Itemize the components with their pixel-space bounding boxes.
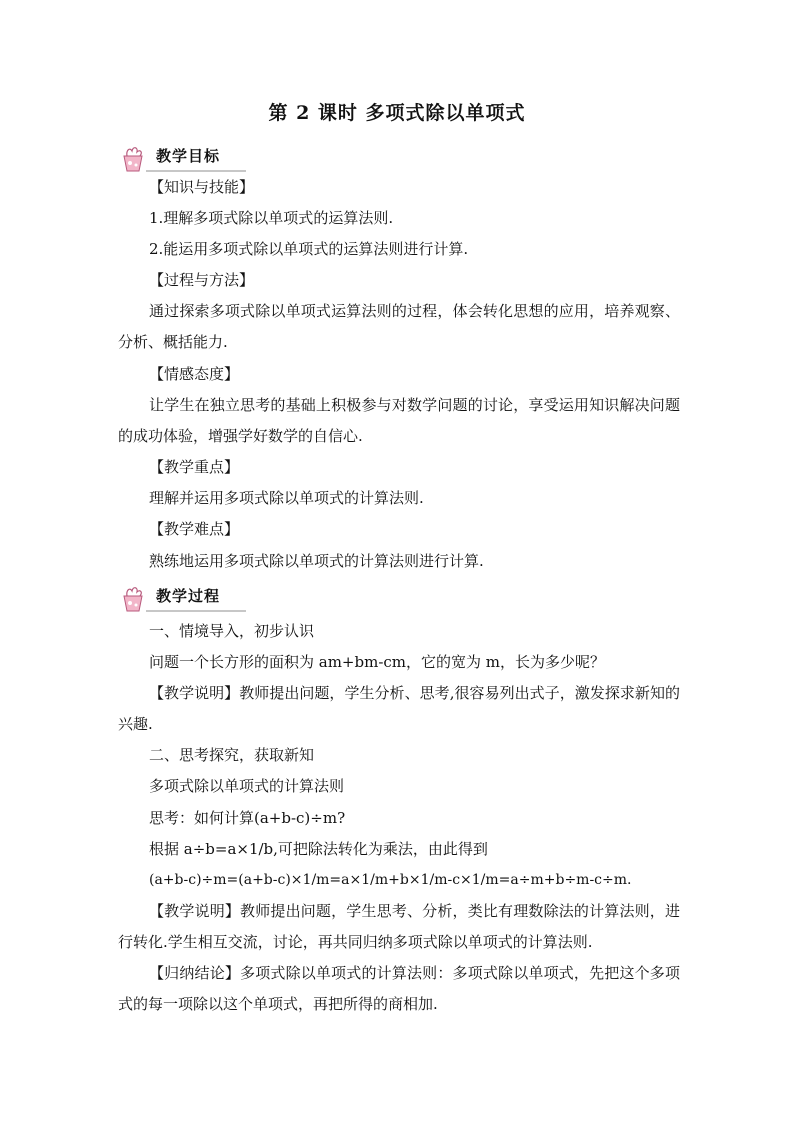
- banner-label-process: 教学过程: [156, 587, 221, 605]
- method-paragraph: 通过探索多项式除以单项式运算法则的过程，体会转化思想的应用，培养观察、分析、概括能力.: [118, 302, 680, 351]
- heading-key-point: 【教学重点】: [149, 458, 240, 476]
- knowledge-item-2: 2.能运用多项式除以单项式的运算法则进行计算.: [149, 240, 469, 258]
- teaching-note-2: 【教学说明】教师提出问题，学生思考、分析，类比有理数除法的计算法则，进行转化.学生相互交流，讨论，再共同归纳多项式除以单项式的计算法则.: [118, 902, 680, 951]
- basis-text: 根据 a÷b=a×1/b,可把除法转化为乘法，由此得到: [149, 840, 488, 858]
- think-question: 思考：如何计算(a+b-c)÷m?: [149, 809, 346, 827]
- heading-knowledge: 【知识与技能】: [149, 178, 255, 196]
- key-point-text: 理解并运用多项式除以单项式的计算法则.: [149, 489, 424, 507]
- banner-underline: [146, 610, 246, 612]
- heading-difficult-point: 【教学难点】: [149, 520, 240, 538]
- heading-attitude: 【情感态度】: [149, 365, 240, 383]
- rule-title: 多项式除以单项式的计算法则: [149, 777, 345, 795]
- heading-method: 【过程与方法】: [149, 271, 255, 289]
- cup-icon: [118, 584, 148, 614]
- conclusion-paragraph: 【归纳结论】多项式除以单项式的计算法则：多项式除以单项式，先把这个多项式的每一项除以这个单项式，再把所得的商相加.: [118, 964, 680, 1013]
- banner-label-goals: 教学目标: [156, 147, 221, 165]
- section-1-heading: 一、情境导入，初步认识: [149, 622, 315, 640]
- knowledge-item-1: 1.理解多项式除以单项式的运算法则.: [149, 209, 394, 227]
- attitude-paragraph: 让学生在独立思考的基础上积极参与对数学问题的讨论，享受运用知识解决问题的成功体验，增强学好数学的自信心.: [118, 396, 680, 445]
- teaching-note-1: 【教学说明】教师提出问题，学生分析、思考,很容易列出式子，激发探求新知的兴趣.: [118, 684, 680, 733]
- page-title: 第 2 课时 多项式除以单项式: [268, 102, 526, 124]
- difficult-point-text: 熟练地运用多项式除以单项式的计算法则进行计算.: [149, 552, 484, 570]
- cup-icon: [118, 144, 148, 174]
- section-2-heading: 二、思考探究，获取新知: [149, 746, 315, 764]
- section-banner-process: [114, 580, 249, 618]
- problem-text: 问题一个长方形的面积为 am+bm-cm，它的宽为 m，长为多少呢？: [149, 653, 606, 671]
- formula-derivation: (a+b-c)÷m=(a+b-c)×1/m=a×1/m+b×1/m-c×1/m=a÷m+b÷m-c÷m.: [149, 872, 632, 888]
